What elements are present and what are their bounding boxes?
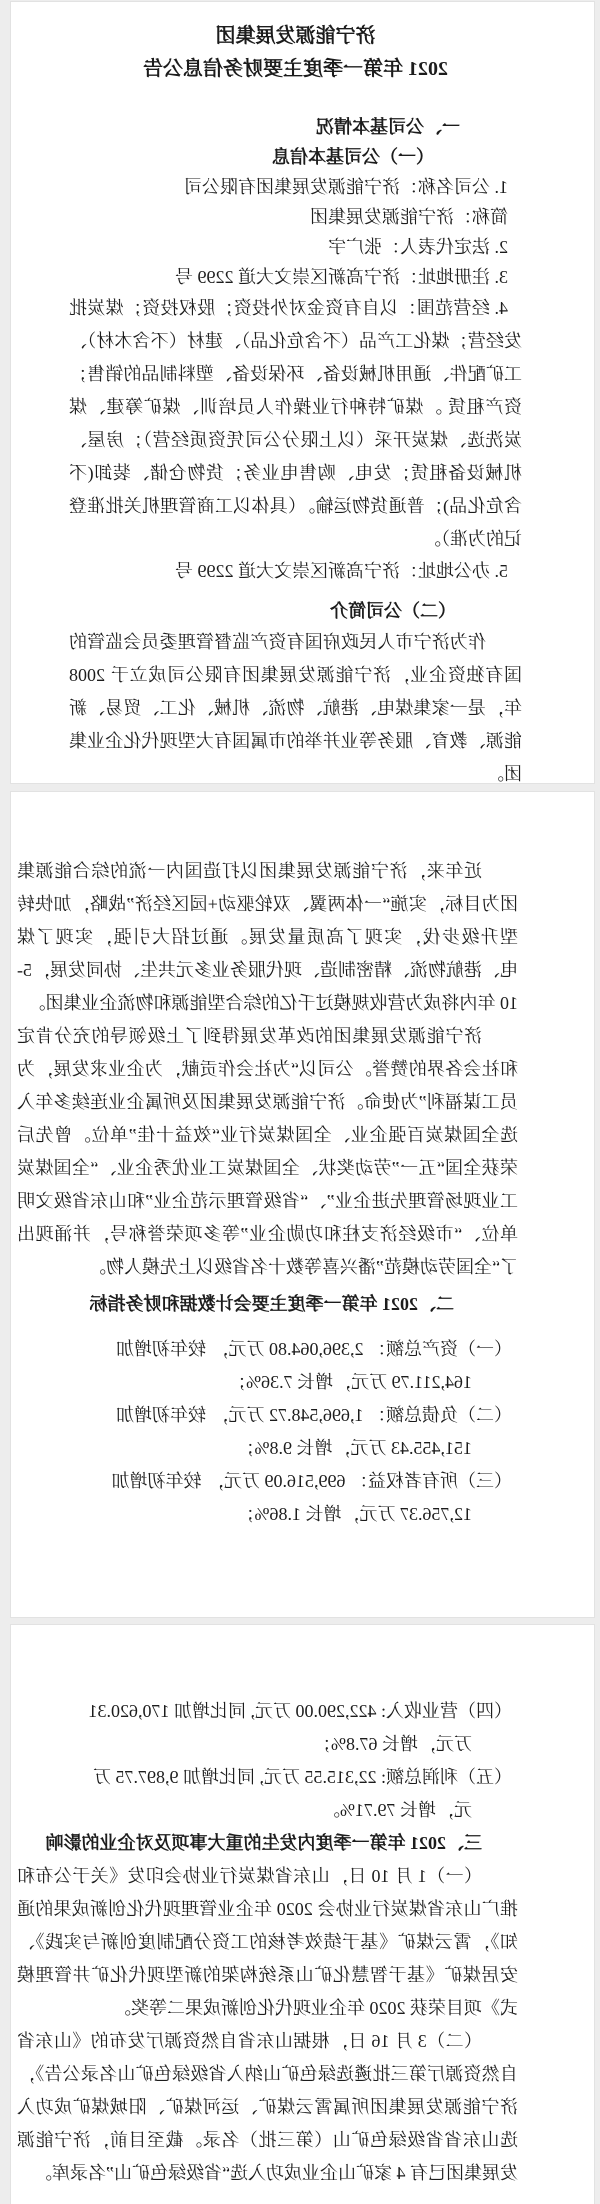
section-1-2-heading: （二）公司简介 bbox=[330, 601, 456, 621]
document-page-1 bbox=[10, 1, 595, 784]
fin-item-owners-equity bbox=[17, 1465, 518, 1531]
company-name-line: 1. 公司名称：济宁能源发展集团有限公司 bbox=[184, 177, 508, 197]
financial-indicator-list-continued bbox=[17, 1695, 518, 1827]
fin-item-total-profit bbox=[17, 1761, 518, 1827]
fin-item-line: 151,455.43 万元，增长 9.8%； bbox=[236, 1438, 472, 1458]
registered-address-line: 3. 注册地址：济宁高新区崇文大道 2299 号 bbox=[175, 267, 508, 287]
fin-item-operating-revenue bbox=[17, 1695, 518, 1761]
section-3-heading: 三、2021 年第一季度内发生的重大事项及对企业的影响 bbox=[45, 1833, 482, 1853]
legal-representative-line: 2. 法定代表人：张广宇 bbox=[328, 237, 508, 257]
office-address-line: 5. 办公地址：济宁高新区崇文大道 2299 号 bbox=[175, 561, 508, 581]
fin-item-line: （五）利润总额: 22,315.55 万元, 同比增加 9,897.75 万 bbox=[93, 1767, 512, 1787]
document-title-line1: 济宁能源发展集团 bbox=[215, 25, 376, 47]
fin-item-line: （三）所有者权益： 699,516.09 万元， 较年初增加 bbox=[111, 1471, 512, 1491]
fin-item-line: 万元，增长 67.8%； bbox=[313, 1734, 472, 1754]
fin-item-line: （一）资产总额： 2,396,064.80 万元， 较年初增加 bbox=[116, 1339, 512, 1359]
fin-item-line: 12,756.37 万元，增长 1.86%； bbox=[236, 1504, 472, 1524]
section-1-heading: 一、公司基本情况 bbox=[316, 117, 460, 137]
company-short-name-line: 简称：济宁能源发展集团 bbox=[310, 207, 508, 227]
fin-item-line: 元，增长 79.71%。 bbox=[322, 1800, 472, 1820]
company-intro-paragraph: 作为济宁市人民政府国有资产监督管理委员会监管的国有独资企业，济宁能源发展集团有限公司成立于 2008 年，是一家集煤电、港航、物流、机械、化工、贸易、新能源、教育、服务等业并举的市属国有大型现代化企业集团。 bbox=[69, 632, 522, 784]
major-event-2-paragraph: （二）3 月 16 日，根据山东省自然资源厅发布的《山东省自然资源厅第三批遴选绿色矿山纳入省级绿色矿山名录公告》，济宁能源发展集团所属霄云煤矿、运河煤矿、阳城煤矿成功入选山东省省级绿色矿山（第三批）名录。截至目前，济宁能源发展集团已有 4 家矿山企业成功入选“省级绿色矿山”名录库。 bbox=[17, 2031, 518, 2183]
document-page-3 bbox=[10, 1624, 595, 2204]
honors-paragraph: 济宁能源发展集团的改革发展得到了上级领导的充分肯定和社会各界的赞誉。公司以“为社会作贡献，为企业求发展，为员工谋福利”为使命。济宁能源发展集团及所属企业连续多年入选全国煤炭百强企业、全国煤炭行业“效益十佳”单位。曾先后荣获全国“五一”劳动奖状、全国煤炭工业优秀企业、“全国煤炭工业现场管理先进企业”、“省级管理示范企业”和山东省级文明单位、“市级经济支柱和功勋企业”等多项荣誉称号，并涌现出了“全国劳动模范”潘兴喜等数十名省级以上先模人物。 bbox=[17, 1026, 518, 1277]
document-page-2 bbox=[10, 791, 595, 1618]
fin-item-line: 164,211.79 万元，增长 7.36%； bbox=[228, 1372, 472, 1392]
section-2-heading: 二、2021 年第一季度主要会计数据和财务指标 bbox=[89, 1294, 454, 1314]
fin-item-line: （二）负债总额： 1,696,548.72 万元， 较年初增加 bbox=[116, 1405, 512, 1425]
fin-item-total-liabilities bbox=[17, 1399, 518, 1465]
document-title-line2: 2021 年第一季度主要财务信息公告 bbox=[143, 58, 448, 80]
development-paragraph: 近年来，济宁能源发展集团以打造国内一流的综合能源集团为目标，实施“一体两翼、双轮驱动+园区经济”战略，加快转型升级步伐，实现了高质量发展。通过招大引强，实现了煤电、港航物流、精密制造、现代服务业多元共生、协同发展，5-10 年内将成为营收规模过千亿的综合型能源和物流企业集团。 bbox=[17, 861, 518, 1013]
financial-indicator-list bbox=[17, 1333, 518, 1531]
business-scope-paragraph: 4. 经营范围：以自有资金对外投资；股权投资；煤炭批发经营；煤化工产品（不含危化品）、建材（不含木材）、工矿配件、通用机械设备、环保设备、塑料制品的销售；资产租赁 。煤矿特种行业操作人员培训、煤矿筹建、煤炭洗选、煤炭开采（以上限分公司凭资质经营）；房屋、机械设备租赁；发电、购售电业务；货物仓储、装卸(不含危化品)；普通货物运输。（具体以工商管理机关批准登记的为准）。 bbox=[69, 298, 522, 549]
fin-item-total-assets bbox=[17, 1333, 518, 1399]
fin-item-line: （四）营业收入: 422,290.00 万元, 同比增加 170,620.31 bbox=[88, 1701, 512, 1721]
major-event-1-paragraph: （一）1 月 10 日，山东省煤炭行业协会印发《关于公布和推广山东省煤炭行业协会 2020 年企业管理现代化创新成果的通知》，霄云煤矿《基于绩效考核的工资分配制度创新与实践》、安居煤矿《基于智慧化矿山系统构架的新型现代化矿井管理模式》项目荣获 2020 年企业现代化创新成果二等奖。 bbox=[17, 1866, 518, 2018]
section-1-1-heading: （一）公司基本信息 bbox=[272, 147, 434, 167]
